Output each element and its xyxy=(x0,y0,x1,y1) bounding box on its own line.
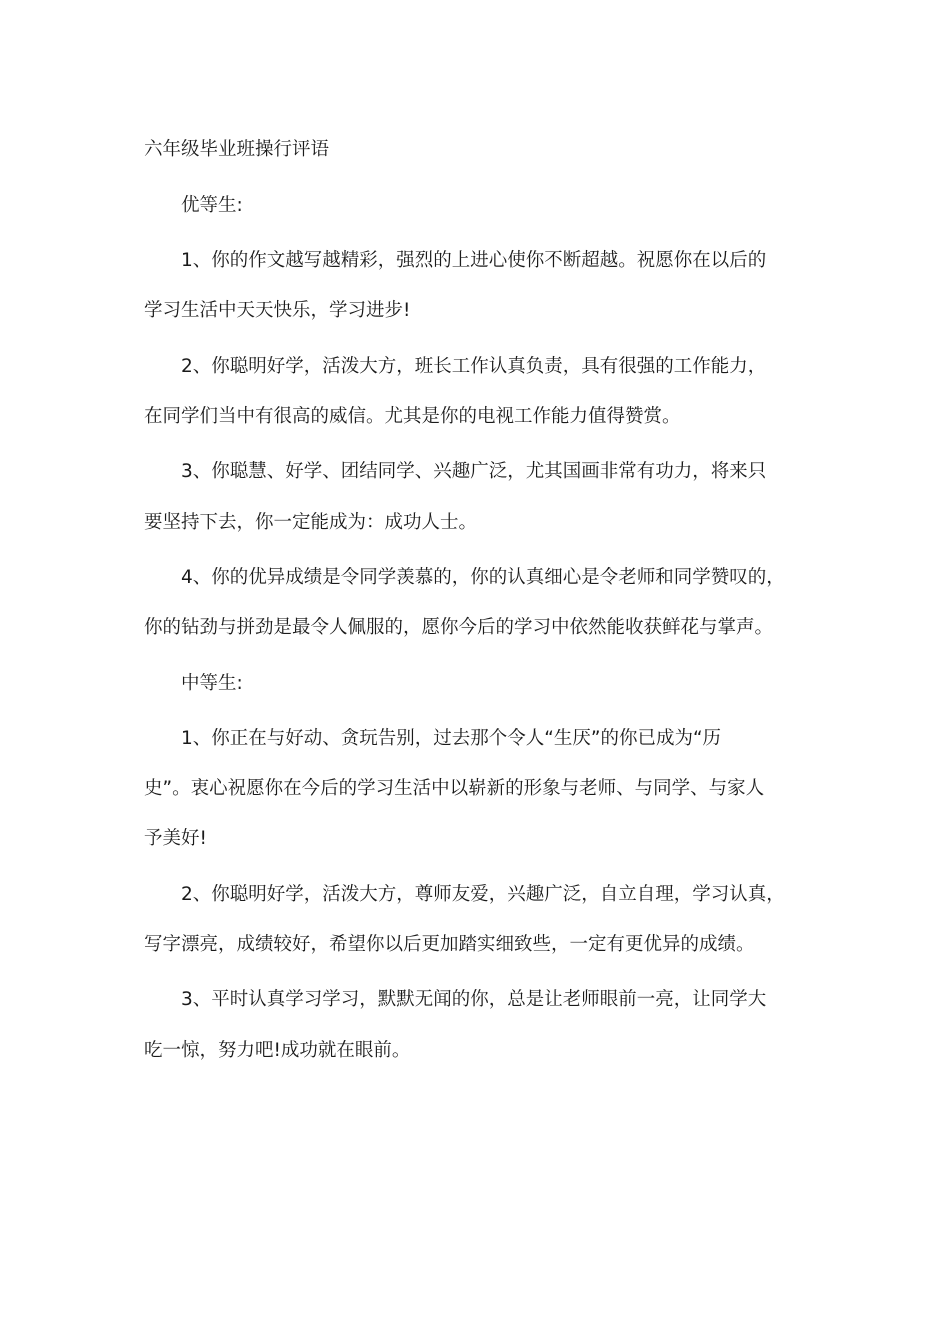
section-heading-top-students: 优等生: xyxy=(181,195,243,216)
paragraph-line: 4、你的优异成绩是令同学羡慕的，你的认真细心是令老师和同学赞叹的， xyxy=(181,567,785,588)
paragraph-line: 予美好! xyxy=(144,828,207,849)
paragraph-line: 2、你聪明好学，活泼大方，班长工作认真负责，具有很强的工作能力， xyxy=(181,356,767,377)
paragraph-line: 在同学们当中有很高的威信。尤其是你的电视工作能力值得赞赏。 xyxy=(144,406,681,427)
paragraph-line: 要坚持下去，你一定能成为：成功人士。 xyxy=(144,512,478,533)
paragraph-line: 史”。衷心祝愿你在今后的学习生活中以崭新的形象与老师、与同学、与家人 xyxy=(144,778,765,799)
section-heading-middle-students: 中等生: xyxy=(181,673,243,694)
paragraph-line: 2、你聪明好学，活泼大方，尊师友爱，兴趣广泛，自立自理，学习认真， xyxy=(181,884,785,905)
paragraph-line: 写字漂亮，成绩较好，希望你以后更加踏实细致些，一定有更优异的成绩。 xyxy=(144,934,755,955)
paragraph-line: 学习生活中天天快乐，学习进步! xyxy=(144,300,411,321)
paragraph-line: 吃一惊，努力吧!成功就在眼前。 xyxy=(144,1040,411,1061)
paragraph-line: 1、你的作文越写越精彩，强烈的上进心使你不断超越。祝愿你在以后的 xyxy=(181,250,767,271)
document-title: 六年级毕业班操行评语 xyxy=(144,139,330,160)
paragraph-line: 1、你正在与好动、贪玩告别，过去那个令人“生厌”的你已成为“历 xyxy=(181,728,722,749)
paragraph-line: 3、你聪慧、好学、团结同学、兴趣广泛，尤其国画非常有功力，将来只 xyxy=(181,461,767,482)
paragraph-line: 你的钻劲与拼劲是最令人佩服的，愿你今后的学习中依然能收获鲜花与掌声。 xyxy=(144,617,774,638)
paragraph-line: 3、平时认真学习学习，默默无闻的你，总是让老师眼前一亮，让同学大 xyxy=(181,989,767,1010)
